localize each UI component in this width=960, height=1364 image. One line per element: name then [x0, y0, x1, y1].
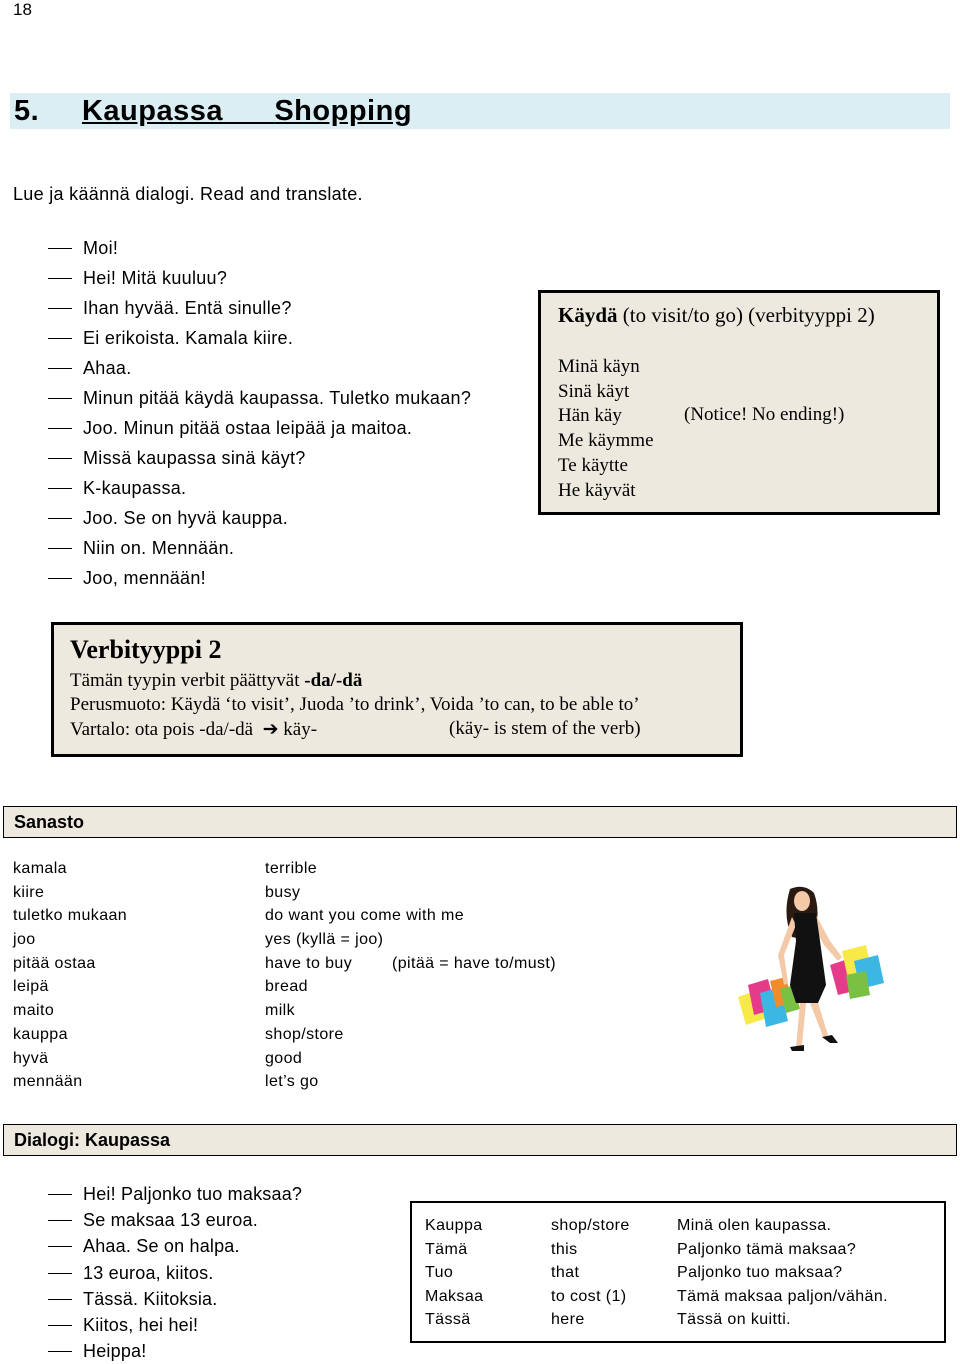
dialogue-line: Ihan hyvää. Entä sinulle?	[48, 293, 471, 323]
table-cell: shop/store	[551, 1217, 630, 1234]
vocab-translation: terrible	[265, 860, 318, 877]
table-cell: Tässä	[425, 1311, 471, 1329]
table-cell: Tässä on kuitti.	[677, 1311, 792, 1329]
vocab-term: leipä	[13, 978, 49, 996]
table-cell: Tuo	[425, 1264, 454, 1282]
vocab-finnish-column	[13, 857, 127, 1094]
verbityyppi-line1: Tämän tyypin verbit päättyvät -da/-dä	[70, 670, 363, 691]
table-col-english	[551, 1214, 630, 1332]
vocab-translation: yes (kyllä = joo)	[265, 931, 384, 949]
chapter-number: 5.	[14, 95, 40, 127]
dialogi-line: Se maksaa 13 euroa.	[48, 1207, 302, 1233]
verbityyppi-box	[51, 622, 743, 757]
dialogi-line: 13 euroa, kiitos.	[48, 1260, 302, 1286]
dialogi-header: Dialogi: Kaupassa	[3, 1124, 957, 1156]
conjugation-line: He käyvät	[558, 479, 636, 501]
dialogi-line: Ahaa. Se on halpa.	[48, 1233, 302, 1259]
dialogi-line: Hei! Paljonko tuo maksaa?	[48, 1181, 302, 1207]
kayda-conjugation-box	[538, 290, 940, 515]
vocab-term: mennään	[13, 1073, 83, 1091]
vocab-translation: milk	[265, 1002, 296, 1020]
dialogue-line: Joo. Se on hyvä kauppa.	[48, 503, 471, 533]
table-cell: to cost (1)	[551, 1287, 627, 1305]
table-cell: that	[551, 1264, 580, 1282]
vocab-translation: busy	[265, 883, 301, 901]
sanasto-header: Sanasto	[3, 806, 957, 838]
conjugation-line: Minä käyn	[558, 356, 640, 377]
conjugation-line: Me käymme	[558, 430, 654, 452]
dialogue-line: Ei erikoista. Kamala kiire.	[48, 323, 471, 353]
kayda-title: Käydä (to visit/to go) (verbityyppi 2)	[558, 303, 875, 327]
dialogi-line: Heippa!	[48, 1338, 302, 1364]
vocab-translation: bread	[265, 978, 308, 996]
verbityyppi-heading: Verbityyppi 2	[70, 635, 222, 664]
vocab-translation: do want you come with me	[265, 907, 465, 925]
vocab-translation: good	[265, 1049, 303, 1067]
dialogue-line: Moi!	[48, 233, 471, 263]
dialogue-line: Minun pitää käydä kaupassa. Tuletko mukaan?	[48, 383, 471, 413]
table-cell: Tämä maksaa paljon/vähän.	[677, 1287, 888, 1305]
chapter-title-fi: Kaupassa	[81, 95, 223, 127]
vocab-translation: let’s go	[265, 1073, 319, 1091]
notice-text: (Notice! No ending!)	[684, 404, 845, 425]
instruction: Lue ja käännä dialogi. Read and translate.	[13, 184, 363, 204]
table-cell: Tämä	[425, 1240, 468, 1258]
vocab-term: kamala	[13, 860, 67, 877]
dialogi-list	[48, 1181, 302, 1364]
table-cell: Maksaa	[425, 1287, 484, 1305]
conjugation-line: Hän käy	[558, 405, 622, 427]
dialogi-line: Tässä. Kiitoksia.	[48, 1286, 302, 1312]
vocab-note-pitaa: (pitää = have to/must)	[392, 955, 556, 972]
chapter-title	[14, 95, 412, 128]
vocab-term: kiire	[13, 883, 45, 901]
chapter-heading-bar	[10, 93, 950, 129]
conjugation-list	[558, 355, 654, 503]
table-cell: Paljonko tämä maksaa?	[677, 1240, 857, 1258]
verbityyppi-line3: Vartalo: ota pois -da/-dä ➔ käy- (käy- is stem of the verb)	[70, 718, 641, 740]
verbityyppi-line2: Perusmuoto: Käydä ‘to visit’, Juoda ’to drink’, Voida ’to can, to be able to’	[70, 694, 640, 715]
vocab-term: maito	[13, 1002, 55, 1020]
vocab-term: joo	[13, 931, 36, 949]
vocab-term: tuletko mukaan	[13, 907, 128, 925]
vocab-translation: shop/store	[265, 1025, 344, 1043]
table-col-example	[677, 1214, 888, 1332]
dialogue-line: Missä kaupassa sinä käyt?	[48, 443, 471, 473]
conjugation-line: Te käytte	[558, 454, 628, 476]
table-cell: Paljonko tuo maksaa?	[677, 1264, 843, 1282]
dialogue-list	[48, 233, 471, 593]
vocab-table-box	[410, 1201, 946, 1343]
vocab-term: hyvä	[13, 1049, 49, 1067]
table-cell: Kauppa	[425, 1217, 483, 1234]
dialogue-line: Joo. Minun pitää ostaa leipää ja maitoa.	[48, 413, 471, 443]
page-number: 18	[13, 0, 32, 19]
dialogue-line: Niin on. Mennään.	[48, 533, 471, 563]
conjugation-line: Sinä käyt	[558, 380, 630, 402]
table-cell: here	[551, 1311, 585, 1329]
table-cell: this	[551, 1240, 578, 1258]
dialogue-line: K-kaupassa.	[48, 473, 471, 503]
arrow-icon: ➔	[262, 719, 279, 740]
vocab-translation: have to buy	[265, 954, 353, 972]
chapter-title-en: Shopping	[274, 95, 413, 127]
dialogue-line: Hei! Mitä kuuluu?	[48, 263, 471, 293]
dialogi-line: Kiitos, hei hei!	[48, 1312, 302, 1338]
table-col-finnish	[425, 1214, 483, 1332]
table-cell: Minä olen kaupassa.	[677, 1217, 832, 1234]
dialogue-line: Ahaa.	[48, 353, 471, 383]
dialogue-line: Joo, mennään!	[48, 563, 471, 593]
vocab-term: pitää ostaa	[13, 954, 96, 972]
shopping-woman-illustration	[730, 885, 890, 1055]
vocab-term: kauppa	[13, 1025, 68, 1043]
